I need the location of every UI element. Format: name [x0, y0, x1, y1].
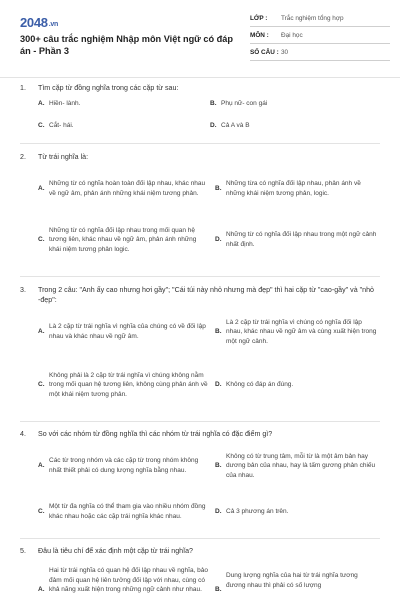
- option-letter: B.: [215, 185, 222, 193]
- option-text: Một từ đa nghĩa có thể tham gia vào nhiều nhóm đồng khác nhau hoặc các cặp trái nghĩa khác nhau.: [49, 503, 206, 520]
- meta-label: LỚP :: [250, 14, 268, 22]
- option-letter: A.: [38, 462, 45, 470]
- question-number: 1.: [20, 84, 26, 92]
- meta-value: Trắc nghiệm tổng hợp: [281, 14, 344, 22]
- option-letter: D.: [215, 508, 222, 516]
- option-d[interactable]: [210, 121, 378, 131]
- question-divider: [20, 421, 380, 422]
- option-text: Là 2 cặp từ trái nghĩa vì chúng có nghĩa đối lập nhau, khác nhau về ngữ âm và cùng xuất hiện trong một ngữ cảnh.: [226, 318, 377, 345]
- option-c[interactable]: [38, 493, 210, 531]
- meta-label: MÔN :: [250, 31, 269, 39]
- option-text: Không phải là 2 cặp từ trái nghĩa vì chúng không nằm trong mối quan hệ tương liên, không cùng phản ánh về một khái niệm tương phản.: [49, 371, 208, 398]
- question-text: [20, 429, 380, 439]
- question-body: Tìm cặp từ đồng nghĩa trong các cặp từ sau:: [38, 84, 179, 92]
- option-b[interactable]: [215, 170, 378, 208]
- option-b[interactable]: [210, 99, 378, 109]
- option-b[interactable]: [215, 447, 378, 485]
- option-letter: B.: [215, 462, 222, 470]
- meta-label: SỐ CÂU :: [250, 48, 279, 56]
- option-d[interactable]: [215, 361, 378, 409]
- option-a[interactable]: [38, 566, 210, 600]
- question-divider: [20, 276, 380, 277]
- option-text: Dung lượng nghĩa của hai từ trái nghĩa tương đương nhau thì phải có số lượng: [226, 572, 358, 589]
- option-text: Hiền- lành.: [49, 100, 81, 107]
- site-logo[interactable]: [20, 15, 58, 30]
- option-letter: B.: [210, 100, 217, 107]
- meta-subject: [250, 27, 390, 44]
- option-a[interactable]: [38, 313, 210, 351]
- option-a[interactable]: [38, 99, 203, 109]
- question-1: [20, 83, 380, 129]
- option-letter: C.: [38, 508, 45, 516]
- question-number: 5.: [20, 547, 26, 555]
- option-letter: B.: [215, 586, 222, 593]
- option-text: Không có đáp án đúng.: [226, 381, 294, 389]
- option-c[interactable]: [38, 361, 210, 409]
- option-b[interactable]: [215, 313, 378, 351]
- option-letter: D.: [215, 381, 222, 389]
- meta-class: [250, 10, 390, 27]
- meta-value: Đại học: [281, 31, 303, 39]
- option-letter: B.: [215, 328, 222, 336]
- question-body: Từ trái nghĩa là:: [38, 153, 89, 161]
- question-2: [20, 152, 380, 253]
- option-text: Cắt- hái.: [49, 122, 74, 129]
- question-divider: [20, 538, 380, 539]
- question-divider: [20, 143, 380, 144]
- header-divider: [0, 77, 400, 78]
- option-text: Các từ trong nhóm và các cặp từ trong nhóm không nhất thiết phải có dung lượng nghĩa bằng nhau.: [49, 457, 199, 474]
- question-number: 4.: [20, 430, 26, 438]
- option-d[interactable]: [215, 493, 378, 531]
- document-header: [0, 0, 400, 76]
- question-number: 2.: [20, 153, 26, 161]
- document-meta: [250, 10, 390, 61]
- logo-text: 2048: [20, 15, 48, 30]
- option-letter: D.: [215, 236, 222, 244]
- meta-value: 30: [281, 48, 289, 56]
- option-c[interactable]: [38, 121, 203, 131]
- option-d[interactable]: [215, 216, 378, 264]
- question-body: Đâu là tiêu chí để xác định một cặp từ trái nghĩa?: [38, 547, 193, 555]
- question-text: [20, 546, 380, 556]
- option-letter: A.: [38, 185, 45, 193]
- option-a[interactable]: [38, 170, 210, 208]
- option-a[interactable]: [38, 447, 210, 485]
- option-text: Là 2 cặp từ trái nghĩa vì nghĩa của chúng có về đối lập nhau và khác nhau về ngữ âm.: [49, 323, 206, 340]
- option-text: Cả 3 phương án trên.: [226, 508, 289, 516]
- option-letter: D.: [210, 122, 217, 129]
- question-text: [20, 83, 380, 93]
- question-body: Trong 2 câu: "Anh ấy cao nhưng hơi gầy"; "Cái túi này nhỏ nhưng mà đẹp" thì hai cặp từ "cao-gầy" và "nhỏ -đẹp":: [38, 286, 374, 304]
- option-text: Những từa có nghĩa đối lập nhau, phản ánh về những khái niệm tương phản, logic.: [226, 180, 361, 197]
- option-letter: A.: [38, 100, 45, 107]
- logo-suffix: .vn: [48, 21, 58, 28]
- question-text: [20, 152, 380, 162]
- question-body: So với các nhóm từ đồng nghĩa thì các nhóm từ trái nghĩa có đặc điểm gì?: [38, 430, 273, 438]
- document-title: 300+ câu trắc nghiệm Nhập môn Việt ngữ có đáp án - Phần 3: [20, 34, 233, 56]
- meta-count: [250, 44, 390, 61]
- option-letter: C.: [38, 122, 45, 129]
- question-text: [20, 285, 380, 305]
- question-3: [20, 285, 380, 398]
- option-b[interactable]: [215, 571, 378, 600]
- option-text: Những từ có nghĩa đối lập nhau trong mối quan hệ tương liên, khác nhau về ngữ âm, phản ánh những khái niệm tương phản logic.: [49, 226, 197, 253]
- option-letter: A.: [38, 328, 45, 336]
- question-4: [20, 429, 380, 520]
- option-letter: A.: [38, 586, 45, 593]
- option-letter: C.: [38, 236, 45, 244]
- question-5: [20, 546, 380, 594]
- option-text: Những từ có nghĩa hoàn toàn đối lập nhau, khác nhau về ngữ âm, phản ánh những khái niệm tương phản.: [49, 180, 206, 197]
- question-number: 3.: [20, 286, 26, 294]
- option-letter: C.: [38, 381, 45, 389]
- option-text: Phụ nữ- con gái: [221, 100, 268, 107]
- option-text: Những từ có nghĩa đối lập nhau trong một ngữ cảnh nhất định.: [226, 231, 377, 248]
- option-text: Hai từ trái nghĩa có quan hệ đối lập nhau về nghĩa, bảo đảm mối quan hệ liên tưởng đối lập với nhau, cùng có khả năng xuất hiện trong những ngữ cảnh như nhau.: [49, 567, 209, 594]
- option-text: Không có từ trung tâm, mỗi từ là một âm bản hay dương bản của nhau, hay là tấm gương phản chiếu của nhau.: [226, 452, 376, 479]
- option-c[interactable]: [38, 216, 210, 264]
- option-text: Cả A và B: [221, 122, 250, 129]
